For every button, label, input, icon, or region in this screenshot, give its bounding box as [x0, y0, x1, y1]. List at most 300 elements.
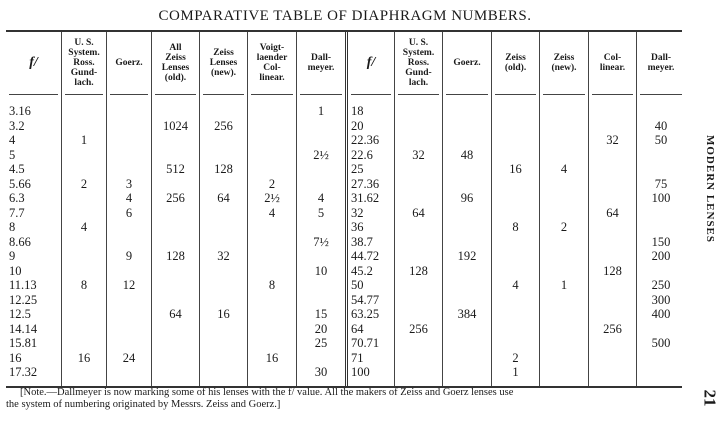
column-header: Voigt- laender Col- linear.: [251, 32, 293, 95]
table-cell: [443, 336, 491, 351]
table-cell: [248, 148, 296, 163]
table-cell: [443, 278, 491, 293]
table-column: [348, 32, 395, 386]
table-cell: [637, 162, 685, 177]
f-value-cell: 4: [9, 133, 16, 147]
table-cell: [248, 133, 296, 148]
table-cell: [589, 220, 636, 235]
table-cell: [492, 191, 539, 206]
table-cell: [492, 322, 539, 337]
table-cell: 4: [268, 205, 276, 220]
f-value-cell: 32: [351, 205, 364, 220]
f-value-cell: 54.77: [351, 292, 380, 307]
table-cell: 48: [460, 147, 474, 162]
table-cell: [152, 293, 199, 308]
table-cell: 500: [651, 336, 671, 350]
table-cell: 2: [560, 220, 568, 234]
table-cell: [297, 351, 345, 366]
table-cell: 50: [654, 133, 668, 147]
table-cell: [443, 351, 491, 366]
f-value-cell: 8.66: [9, 234, 31, 249]
table-cell: [637, 351, 685, 366]
table-column: [200, 32, 248, 386]
table-cell: 32: [412, 147, 425, 162]
table-cell: [152, 278, 199, 293]
column-header: Dall- meyer.: [300, 32, 342, 95]
table-cell: 4: [560, 162, 568, 176]
table-cell: [589, 365, 636, 380]
table-cell: [200, 336, 247, 351]
table-cell: [107, 336, 151, 351]
table-column: [443, 32, 492, 386]
f-value-cell: 7.7: [9, 205, 25, 220]
table-cell: 32: [217, 249, 230, 263]
table-cell: 2½: [313, 147, 329, 162]
f-value-cell: 17.32: [9, 365, 38, 379]
f-value-cell: 22.36: [351, 133, 380, 147]
f-value-cell: 50: [351, 278, 364, 292]
column-header: f/: [9, 32, 58, 95]
page-number: 21: [700, 389, 720, 407]
table-cell: [107, 365, 151, 380]
table-column: [107, 32, 152, 386]
table-cell: [395, 162, 442, 177]
table-cell: 4: [317, 191, 325, 205]
table-cell: [62, 191, 106, 206]
table-cell: [107, 220, 151, 235]
table-column: [152, 32, 200, 386]
table-cell: [62, 206, 106, 221]
f-value-cell: 45.2: [351, 263, 373, 278]
table-cell: [492, 119, 539, 134]
table-cell: [395, 278, 442, 293]
column-header: Col- linear.: [592, 32, 633, 95]
table-cell: [637, 322, 685, 337]
table-cell: 1: [512, 365, 519, 379]
f-value-cell: 9: [9, 249, 16, 263]
table-cell: [107, 235, 151, 250]
table-cell: [443, 104, 491, 119]
table-cell: [443, 322, 491, 337]
table-cell: [297, 162, 345, 177]
table-cell: [200, 322, 247, 337]
f-value-cell: 100: [351, 365, 370, 379]
table-cell: [443, 162, 491, 177]
table-cell: [443, 264, 491, 279]
table-cell: 512: [166, 162, 185, 176]
table-cell: 192: [457, 249, 477, 263]
table-cell: [200, 206, 247, 221]
table-cell: [152, 104, 199, 119]
table-cell: [540, 104, 588, 119]
column-header: Dall- meyer.: [640, 32, 682, 95]
table-cell: 1: [80, 133, 88, 147]
table-cell: [492, 206, 539, 221]
column-header: Zeiss (old).: [495, 32, 536, 95]
table-cell: [248, 307, 296, 322]
table-cell: [589, 119, 636, 134]
table-cell: [248, 104, 296, 119]
table-cell: 300: [651, 292, 671, 307]
table-cell: 96: [460, 191, 474, 205]
table-cell: [540, 351, 588, 366]
f-value-cell: 36: [351, 220, 364, 234]
table-column: [62, 32, 107, 386]
table-cell: 4: [80, 220, 88, 234]
table-cell: [248, 220, 296, 235]
table-cell: [395, 119, 442, 134]
table-cell: [200, 351, 247, 366]
table-cell: [395, 104, 442, 119]
table-cell: [589, 351, 636, 366]
table-cell: 30: [314, 365, 328, 379]
table-cell: 2: [268, 176, 276, 191]
f-value-cell: 38.7: [351, 234, 373, 249]
f-value-cell: 18: [351, 104, 364, 118]
table-cell: [152, 235, 199, 250]
table-cell: [200, 133, 247, 148]
table-cell: [443, 119, 491, 134]
f-value-cell: 5: [9, 147, 16, 162]
f-value-cell: 6.3: [9, 191, 25, 205]
table-cell: 5: [317, 205, 325, 220]
table-cell: [589, 278, 636, 293]
table-cell: [540, 307, 588, 322]
table-column: [637, 32, 685, 386]
column-header: Goerz.: [110, 32, 148, 95]
table-cell: [540, 336, 588, 351]
table-cell: 16: [509, 162, 522, 176]
table-cell: [395, 365, 442, 380]
column-header: Zeiss (new).: [543, 32, 585, 95]
table-cell: [200, 104, 247, 119]
table-cell: 1024: [163, 118, 188, 133]
table-cell: 9: [125, 249, 133, 263]
table-column: [540, 32, 589, 386]
table-cell: [540, 235, 588, 250]
table-cell: [540, 133, 588, 148]
f-value-cell: 70.71: [351, 336, 380, 350]
table-cell: 64: [169, 307, 182, 321]
table-cell: [107, 307, 151, 322]
table-cell: [200, 220, 247, 235]
table-cell: [589, 307, 636, 322]
table-cell: [248, 235, 296, 250]
f-value-cell: 63.25: [351, 307, 380, 321]
footnote-line-1: [Note.—Dallmeyer is now marking some of his lenses with the f/ value. All the makers of Zeiss and Goerz lenses use: [20, 387, 514, 398]
left-table: [6, 32, 348, 386]
table-cell: [152, 351, 199, 366]
table-cell: [492, 104, 539, 119]
table-cell: [62, 235, 106, 250]
f-value-cell: 25: [351, 162, 364, 176]
table-cell: 256: [409, 321, 428, 336]
table-cell: [248, 119, 296, 134]
table-cell: 8: [268, 278, 276, 292]
table-cell: 128: [214, 162, 233, 176]
table-cell: [540, 322, 588, 337]
table-cell: 12: [122, 278, 136, 292]
table-column: [395, 32, 443, 386]
table-cell: [200, 293, 247, 308]
table-cell: [152, 220, 199, 235]
table-cell: [297, 278, 345, 293]
f-value-cell: 44.72: [351, 249, 380, 263]
column-header: All Zeiss Lenses (old).: [155, 32, 196, 95]
table-cell: [443, 133, 491, 148]
table-cell: 4: [125, 191, 133, 205]
table-cell: [200, 177, 247, 192]
f-value-cell: 4.5: [9, 162, 25, 176]
table-cell: [297, 220, 345, 235]
column-header: Goerz.: [446, 32, 488, 95]
table-cell: [443, 365, 491, 380]
f-value-cell: 10: [9, 263, 22, 278]
table-cell: [107, 133, 151, 148]
table-cell: [589, 162, 636, 177]
table-cell: [492, 293, 539, 308]
f-value-cell: 11.13: [9, 278, 37, 292]
f-value-cell: 64: [351, 321, 364, 336]
table-cell: [492, 177, 539, 192]
table-cell: [107, 293, 151, 308]
table-cell: [395, 336, 442, 351]
table-cell: 250: [651, 278, 671, 292]
table-cell: [637, 264, 685, 279]
f-value-cell: 12.25: [9, 292, 38, 307]
table-column: [297, 32, 345, 386]
table-cell: [107, 148, 151, 163]
table-cell: [297, 119, 345, 134]
table-cell: [492, 264, 539, 279]
table-title: COMPARATIVE TABLE OF DIAPHRAGM NUMBERS.: [158, 8, 532, 24]
f-value-cell: 20: [351, 118, 364, 133]
table-column: [589, 32, 637, 386]
table-cell: [200, 278, 247, 293]
table-cell: [637, 206, 685, 221]
table-cell: [589, 177, 636, 192]
table-cell: [540, 191, 588, 206]
table-cell: 32: [606, 133, 619, 147]
table-cell: 8: [512, 220, 519, 234]
table-cell: [395, 191, 442, 206]
table-cell: 16: [265, 350, 279, 365]
footnote-line-2: the system of numbering originated by Messrs. Zeiss and Goerz.]: [6, 399, 281, 410]
f-value-cell: 3.2: [9, 118, 25, 133]
table-cell: [62, 162, 106, 177]
column-header: U. S. System. Ross. Gund- lach.: [398, 32, 439, 95]
table-cell: [395, 307, 442, 322]
table-cell: [248, 322, 296, 337]
table-cell: [589, 104, 636, 119]
running-head: MODERN LENSES: [704, 134, 716, 244]
table-cell: [152, 148, 199, 163]
table-cell: [443, 206, 491, 221]
table-cell: 200: [651, 249, 671, 263]
table-cell: [443, 177, 491, 192]
diaphragm-table: [6, 30, 682, 388]
table-cell: [152, 322, 199, 337]
table-cell: [297, 293, 345, 308]
right-table: [348, 32, 685, 386]
table-cell: [62, 119, 106, 134]
table-cell: [395, 249, 442, 264]
table-cell: [248, 249, 296, 264]
table-cell: [540, 148, 588, 163]
table-cell: 256: [603, 321, 622, 336]
table-cell: [540, 177, 588, 192]
table-cell: [492, 133, 539, 148]
table-cell: 15: [314, 307, 328, 321]
table-cell: 16: [217, 307, 230, 321]
table-cell: [297, 133, 345, 148]
f-value-cell: 12.5: [9, 307, 31, 321]
table-cell: [589, 191, 636, 206]
table-cell: [248, 162, 296, 177]
table-cell: [492, 249, 539, 264]
table-cell: [62, 365, 106, 380]
table-cell: 384: [457, 307, 477, 321]
table-cell: [637, 148, 685, 163]
f-value-cell: 22.6: [351, 147, 373, 162]
table-cell: [589, 293, 636, 308]
table-cell: [492, 148, 539, 163]
table-cell: [107, 322, 151, 337]
table-cell: [152, 206, 199, 221]
table-cell: [589, 336, 636, 351]
table-cell: [492, 235, 539, 250]
table-cell: [152, 133, 199, 148]
table-cell: 40: [654, 118, 668, 133]
table-cell: 25: [314, 336, 328, 350]
table-cell: [107, 119, 151, 134]
table-cell: 16: [77, 350, 91, 365]
table-cell: [395, 293, 442, 308]
table-cell: [637, 104, 685, 119]
table-cell: [200, 148, 247, 163]
table-cell: [540, 293, 588, 308]
table-cell: 4: [512, 278, 519, 292]
table-cell: [395, 133, 442, 148]
table-cell: [589, 235, 636, 250]
table-cell: [248, 264, 296, 279]
table-cell: [248, 293, 296, 308]
table-cell: [540, 264, 588, 279]
table-cell: [395, 235, 442, 250]
table-cell: [637, 365, 685, 380]
table-cell: [540, 365, 588, 380]
table-cell: [395, 220, 442, 235]
table-cell: [248, 336, 296, 351]
table-cell: [62, 293, 106, 308]
table-cell: [200, 264, 247, 279]
table-cell: [540, 206, 588, 221]
table-cell: 8: [80, 278, 88, 292]
table-cell: 6: [125, 205, 133, 220]
table-cell: [200, 235, 247, 250]
table-cell: [443, 220, 491, 235]
table-cell: [152, 177, 199, 192]
table-cell: [297, 177, 345, 192]
table-cell: [152, 336, 199, 351]
table-cell: [152, 264, 199, 279]
table-column: [248, 32, 297, 386]
table-cell: [443, 235, 491, 250]
table-cell: [589, 249, 636, 264]
f-value-cell: 3.16: [9, 104, 31, 118]
table-cell: [62, 307, 106, 322]
table-cell: 2: [80, 176, 88, 191]
column-header: U. S. System. Ross. Gund- lach.: [65, 32, 103, 95]
f-value-cell: 16: [9, 350, 22, 365]
table-cell: [62, 249, 106, 264]
table-cell: [589, 148, 636, 163]
column-header: Zeiss Lenses (new).: [203, 32, 244, 95]
table-cell: 1: [560, 278, 568, 292]
table-cell: [637, 220, 685, 235]
table-cell: 1: [317, 104, 325, 118]
f-value-cell: 31.62: [351, 191, 380, 205]
table-cell: 400: [651, 307, 671, 321]
table-cell: [492, 307, 539, 322]
table-cell: [152, 365, 199, 380]
table-cell: [540, 249, 588, 264]
table-cell: 256: [214, 118, 233, 133]
f-value-cell: 71: [351, 350, 364, 365]
table-cell: [297, 249, 345, 264]
table-cell: 64: [217, 191, 230, 205]
table-column: [492, 32, 540, 386]
table-cell: 2½: [264, 191, 280, 205]
table-cell: [443, 293, 491, 308]
table-cell: [107, 264, 151, 279]
table-cell: 10: [314, 263, 328, 278]
table-cell: [395, 177, 442, 192]
table-column: [6, 32, 62, 386]
column-header: f/: [351, 32, 391, 95]
table-cell: [200, 365, 247, 380]
table-cell: [248, 365, 296, 380]
table-cell: [62, 336, 106, 351]
table-cell: [540, 119, 588, 134]
table-cell: 100: [651, 191, 671, 205]
table-cell: 24: [122, 350, 136, 365]
table-cell: 128: [603, 263, 622, 278]
table-cell: [107, 104, 151, 119]
table-cell: [107, 162, 151, 177]
f-value-cell: 5.66: [9, 176, 31, 191]
table-cell: [62, 264, 106, 279]
f-value-cell: 15.81: [9, 336, 38, 350]
table-cell: 7½: [313, 234, 329, 249]
footnote: [6, 387, 690, 411]
table-cell: 2: [512, 350, 519, 365]
table-cell: 256: [166, 191, 185, 205]
f-value-cell: 14.14: [9, 321, 38, 336]
table-cell: 64: [606, 205, 619, 220]
table-cell: 3: [125, 176, 133, 191]
f-value-cell: 27.36: [351, 176, 380, 191]
table-cell: [62, 322, 106, 337]
table-cell: 75: [654, 176, 668, 191]
table-cell: 20: [314, 321, 328, 336]
table-cell: 64: [412, 205, 425, 220]
table-cell: 150: [651, 234, 671, 249]
table-cell: 128: [409, 263, 428, 278]
f-value-cell: 8: [9, 220, 16, 234]
table-cell: [492, 336, 539, 351]
table-cell: [62, 148, 106, 163]
